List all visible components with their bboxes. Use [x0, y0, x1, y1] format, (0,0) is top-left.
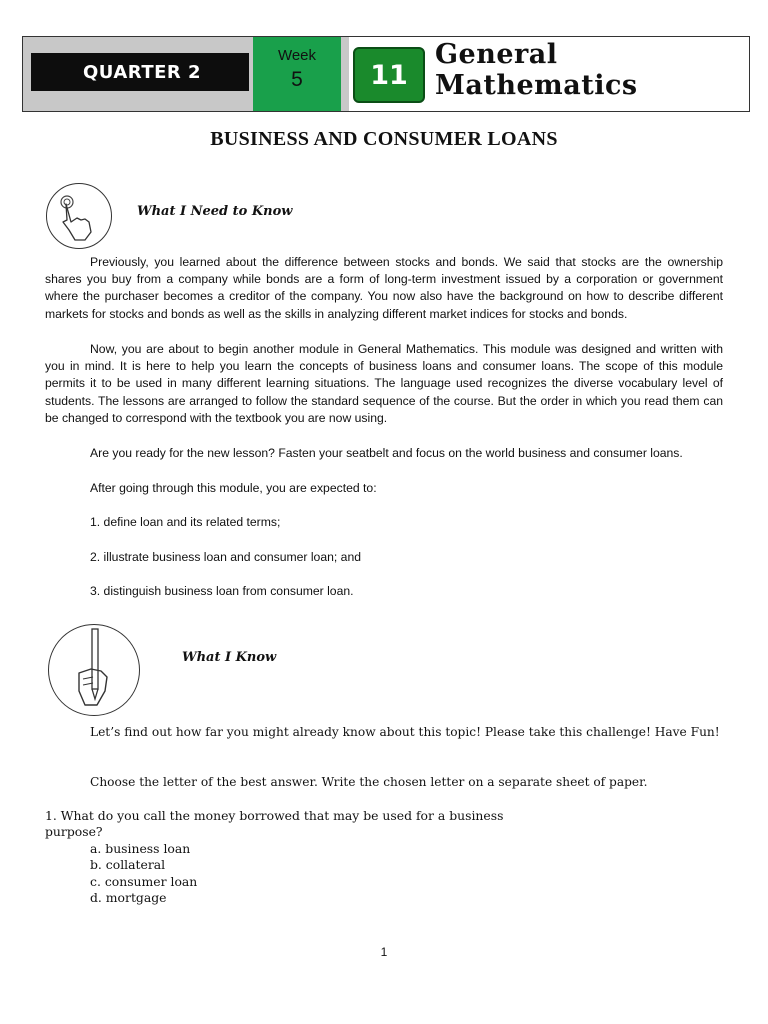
objective-3: 3. distinguish business loan from consumer loan.	[90, 584, 354, 598]
paragraph-now: Now, you are about to begin another module in General Mathematics. This module was designed and written with you in mind. It is here to help you learn the concepts of business loans and consumer loans. The scope of this module permits it to be used in many different learning situations. The language used recognizes the diverse vocabulary level of students. The lessons are arranged to follow the standard sequence of the course. But the order in which you read them can be changed to correspond with the textbook you are now using.	[45, 342, 723, 425]
header-divider	[341, 37, 349, 111]
page-number: 1	[380, 945, 388, 959]
choice-a: a. business loan	[90, 841, 191, 856]
ready-line: Are you ready for the new lesson? Fasten your seatbelt and focus on the world business and consumer loans.	[90, 446, 683, 460]
choice-c: c. consumer loan	[90, 874, 198, 889]
question-1-line-2: purpose?	[45, 824, 103, 839]
objective-2: 2. illustrate business loan and consumer loan; and	[90, 550, 361, 564]
hand-pencil-icon	[48, 624, 140, 716]
subject-title	[435, 39, 745, 101]
week-number: 5	[291, 68, 303, 91]
week-label: Week	[277, 47, 317, 64]
quarter-label: QUARTER 2	[31, 53, 249, 91]
objective-1: 1. define loan and its related terms;	[90, 515, 281, 529]
grade-badge: 11	[353, 47, 425, 103]
choice-d: d. mortgage	[90, 890, 167, 905]
section-heading-what-i-know: What I Know	[182, 650, 277, 665]
subject-line-1: General	[435, 39, 558, 70]
subject-line-2: Mathematics	[435, 70, 638, 101]
paragraph-previously: Previously, you learned about the difference between stocks and bonds. We said that stocks are the ownership shares you buy from a company while bonds are a form of long-term investment issued by a corporation or government where the purchaser becomes a creditor of the company. You now also have the background on how to describe different markets for stocks and bonds as well as the skills in analyzing different market indices for stocks and bonds.	[45, 255, 723, 321]
expected-line: After going through this module, you are expected to:	[90, 481, 377, 495]
intro-paragraph: Let’s find out how far you might already know about this topic! Please take this challenge! Have Fun!	[90, 725, 720, 739]
instruction-paragraph: Choose the letter of the best answer. Write the chosen letter on a separate sheet of paper.	[90, 775, 648, 789]
module-header	[22, 36, 750, 112]
page-title: BUSINESS AND CONSUMER LOANS	[210, 128, 558, 150]
section-heading-need-to-know: What I Need to Know	[137, 204, 293, 219]
week-box	[253, 37, 341, 111]
finger-tap-icon	[46, 183, 112, 249]
choice-b: b. collateral	[90, 857, 166, 872]
question-1-line-1: 1. What do you call the money borrowed that may be used for a business	[45, 808, 504, 823]
